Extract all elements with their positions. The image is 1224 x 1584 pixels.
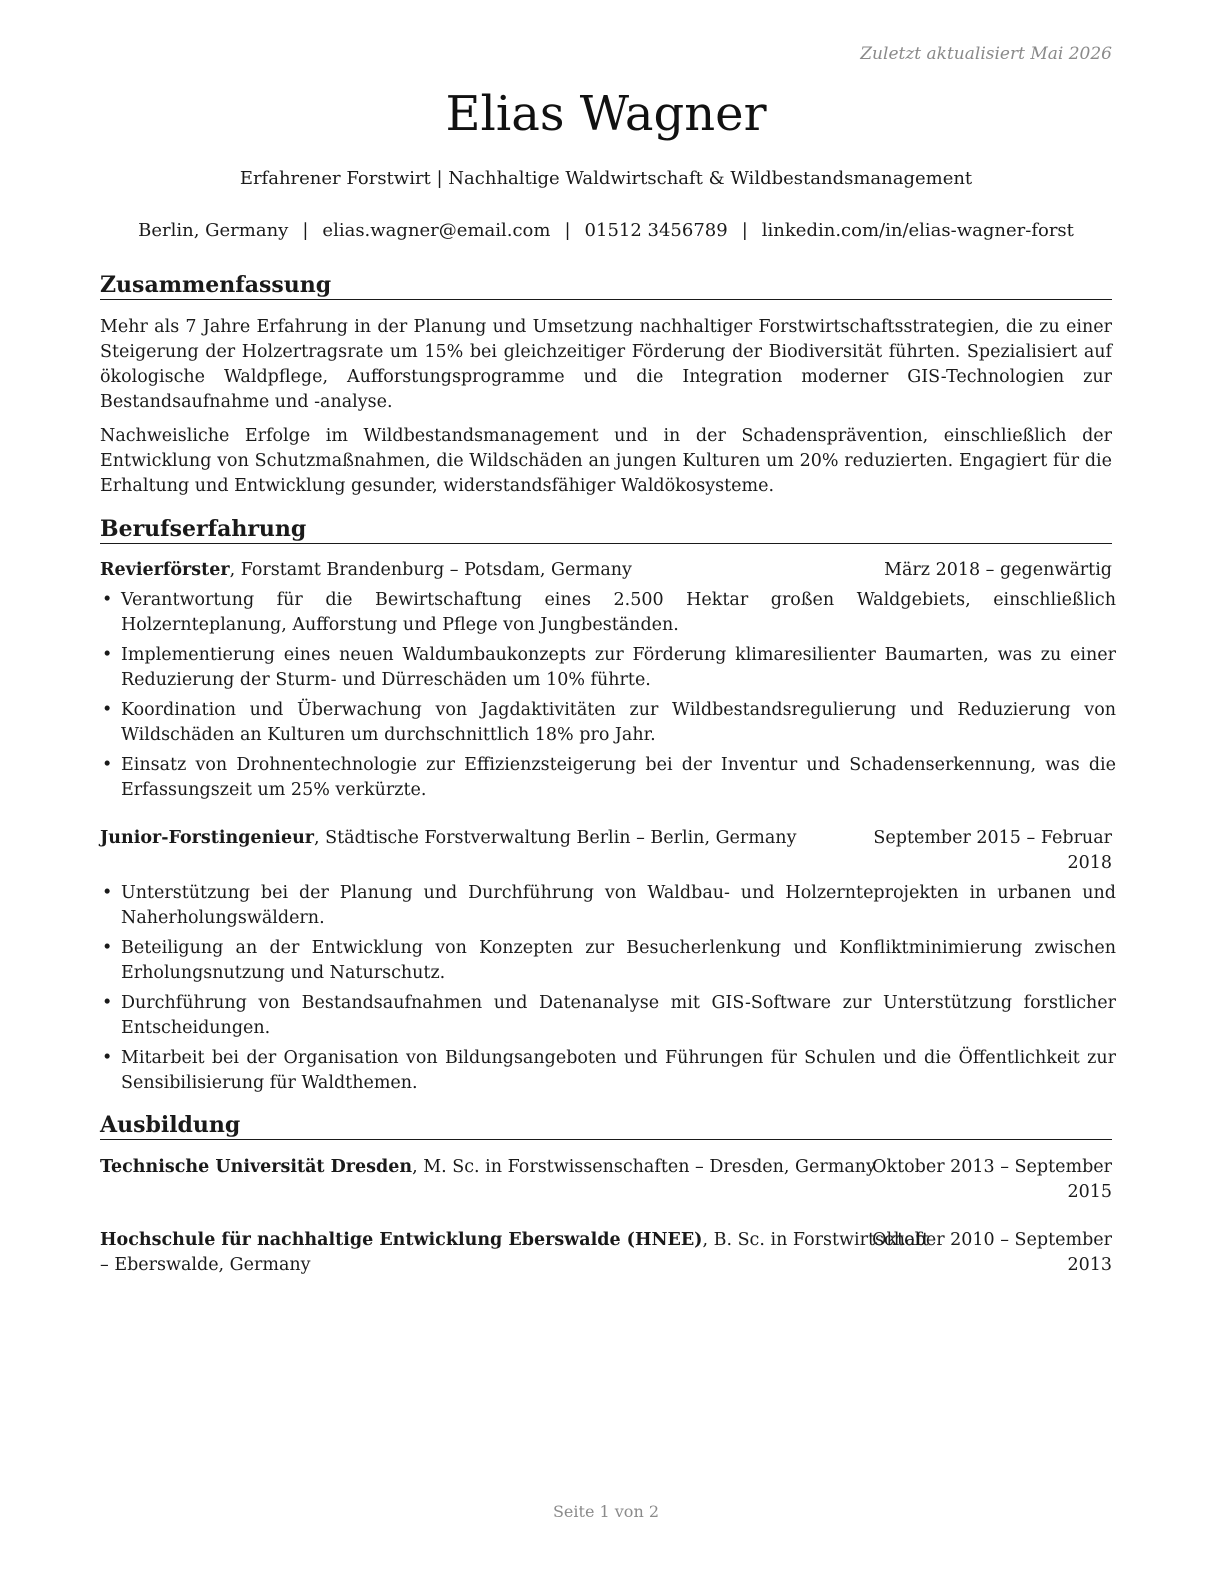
education-dates-line: 2013	[1067, 1255, 1112, 1275]
job-org: , Forstamt Brandenburg – Potsdam, Germany	[229, 560, 632, 580]
list-item: • Koordination und Überwachung von Jagdaktivitäten zur Wildbestandsregulierung und Reduzierung von Wildschäden an Kulturen um durchschnittlich 18% pro Jahr.	[100, 698, 1116, 748]
education-dates-line: Oktober 2013 – September	[872, 1157, 1112, 1177]
section-title-summary: Zusammenfassung	[100, 272, 1112, 300]
contact-separator: |	[302, 220, 309, 241]
education-dates	[872, 1155, 1112, 1205]
education-entry	[100, 1228, 1112, 1278]
job-dates-line: 2018	[1067, 853, 1112, 873]
contact-separator: |	[741, 220, 748, 241]
list-item: • Unterstützung bei der Planung und Durchführung von Waldbau- und Holzernteprojekten in urbanen und Naherholungswäldern.	[100, 881, 1116, 931]
job-org: , Städtische Forstverwaltung Berlin – Berlin, Germany	[314, 828, 797, 848]
contact-separator: |	[564, 220, 571, 241]
education-school: Technische Universität Dresden	[100, 1157, 413, 1177]
job-role: Revierförster	[100, 560, 230, 580]
job-dates	[873, 826, 1112, 876]
section-title-experience: Berufserfahrung	[100, 516, 1112, 544]
job-role: Junior-Forstingenieur	[100, 828, 315, 848]
education-title-line	[100, 1155, 876, 1180]
list-item: • Beteiligung an der Entwicklung von Konzepten zur Besucherlenkung und Konfliktminimierung zwischen Erholungsnutzung und Naturschutz.	[100, 936, 1116, 986]
contact-linkedin[interactable]: linkedin.com/in/elias-wagner-forst	[761, 220, 1074, 241]
contact-phone[interactable]: 01512 3456789	[584, 220, 728, 241]
education-location: – Eberswalde, Germany	[100, 1255, 311, 1275]
contact-email[interactable]: elias.wagner@email.com	[322, 220, 551, 241]
list-item: • Einsatz von Drohnentechnologie zur Effizienzsteigerung bei der Inventur und Schadenserkennung, was die Erfassungszeit um 25% verkürzte.	[100, 753, 1116, 803]
list-item: • Mitarbeit bei der Organisation von Bildungsangeboten und Führungen für Schulen und die Öffentlichkeit zur Sensibilisierung für Waldthemen.	[100, 1046, 1116, 1096]
page-number: Seite 1 von 2	[552, 1502, 660, 1521]
summary-paragraph: Mehr als 7 Jahre Erfahrung in der Planung und Umsetzung nachhaltiger Forstwirtschaftsstrategien, die zu einer Steigerung der Holzertragsrate um 15% bei gleichzeitiger Förderung der Biodiversität führten. Spezialisiert auf ökologische Waldpflege, Aufforstungsprogramme und die Integration moderner GIS-Technologien zur Bestandsaufnahme und -analyse.	[100, 317, 1112, 412]
education-title-line	[100, 1228, 929, 1278]
last-updated: Zuletzt aktualisiert Mai 2026	[860, 44, 1112, 64]
education-dates-line: Oktober 2010 – September	[872, 1230, 1112, 1250]
section-title-education: Ausbildung	[100, 1112, 1112, 1140]
summary-paragraph: Nachweisliche Erfolge im Wildbestandsmanagement und in der Schadensprävention, einschließlich der Entwicklung von Schutzmaßnahmen, die Wildschäden an jungen Kulturen um 20% reduzierten. Engagiert für die Erhaltung und Entwicklung gesunder, widerstandsfähiger Waldökosysteme.	[100, 426, 1112, 496]
list-item: • Implementierung eines neuen Waldumbaukonzepts zur Förderung klimaresilienter Baumarten, was zu einer Reduzierung der Sturm- und Dürreschäden um 10% führte.	[100, 643, 1116, 693]
job-title-line	[100, 558, 632, 583]
job-header	[100, 558, 1112, 583]
education-dates-line: 2015	[1067, 1182, 1112, 1202]
list-item: • Durchführung von Bestandsaufnahmen und Datenanalyse mit GIS-Software zur Unterstützung forstlicher Entscheidungen.	[100, 991, 1116, 1041]
education-dates	[872, 1228, 1112, 1278]
job-bullets	[100, 588, 1116, 808]
headline: Erfahrener Forstwirt | Nachhaltige Waldwirtschaft & Wildbestandsmanagement	[239, 168, 973, 189]
job-bullets	[100, 881, 1116, 1101]
education-entry	[100, 1155, 1112, 1205]
resume-page	[100, 0, 1116, 1584]
contact-line	[100, 220, 1112, 241]
education-degree: , M. Sc. in Forstwissenschaften – Dresden, Germany	[412, 1157, 876, 1177]
job-header	[100, 826, 1112, 876]
list-item: • Verantwortung für die Bewirtschaftung eines 2.500 Hektar großen Waldgebiets, einschließlich Holzernteplanung, Aufforstung und Pflege von Jungbeständen.	[100, 588, 1116, 638]
contact-location: Berlin, Germany	[138, 220, 289, 241]
candidate-name: Elias Wagner	[445, 86, 767, 142]
job-title-line	[100, 826, 796, 851]
education-degree: , B. Sc. in Forstwirtschaft	[702, 1230, 929, 1250]
job-dates: März 2018 – gegenwärtig	[884, 560, 1112, 580]
education-school: Hochschule für nachhaltige Entwicklung Eberswalde (HNEE)	[100, 1230, 703, 1250]
job-dates-line: September 2015 – Februar	[873, 828, 1112, 848]
